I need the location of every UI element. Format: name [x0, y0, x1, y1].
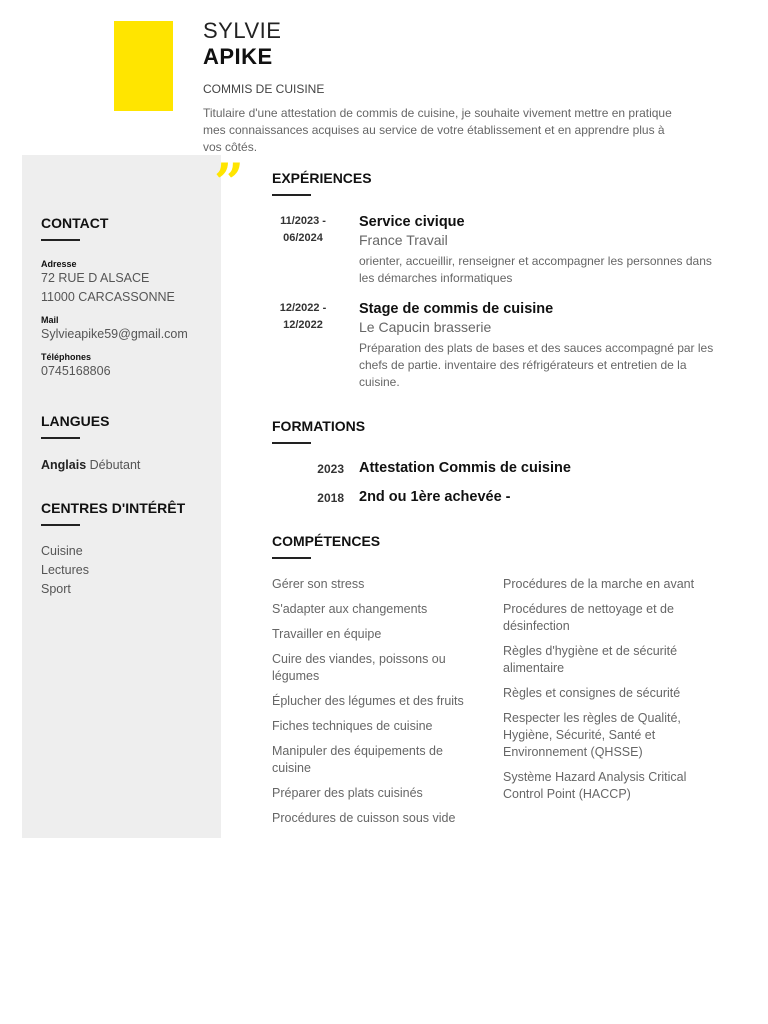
- language-name: Anglais: [41, 457, 87, 472]
- skills-heading: COMPÉTENCES: [272, 533, 381, 549]
- formation-title: 2nd ou 1ère achevée -: [359, 489, 511, 505]
- skills-column-right: [503, 576, 708, 811]
- skill-item: S'adapter aux changements: [272, 602, 428, 616]
- quote-icon: ”: [214, 153, 238, 214]
- skill-item: Règles et consignes de sécurité: [503, 686, 681, 700]
- mail-label: Mail: [41, 314, 59, 325]
- skill-item: Procédures de cuisson sous vide: [272, 811, 456, 825]
- experience-date: [272, 300, 334, 334]
- languages-section: [41, 413, 211, 475]
- heading-rule: [41, 437, 80, 439]
- experience-body: [359, 300, 719, 391]
- mail-value: Sylvieapike59@gmail.com: [41, 326, 188, 341]
- skill-item: Travailler en équipe: [272, 627, 382, 641]
- phone-label: Téléphones: [41, 351, 92, 362]
- heading-rule: [272, 442, 311, 444]
- experience-description: Préparation des plats de bases et des sauces accompagné par les chefs de partie. inventaire des réfrigérateurs et entretien de la cuisine.: [359, 341, 714, 389]
- formations-section: [272, 418, 722, 444]
- skill-item: Préparer des plats cuisinés: [272, 786, 423, 800]
- heading-rule: [41, 524, 80, 526]
- experience-company: France Travail: [359, 232, 448, 248]
- experience-title: Stage de commis de cuisine: [359, 301, 554, 317]
- interest-item: Sport: [41, 581, 71, 596]
- interest-item: Cuisine: [41, 543, 83, 558]
- skill-item: Cuire des viandes, poissons ou légumes: [272, 652, 446, 683]
- contact-heading: CONTACT: [41, 215, 109, 231]
- formations-heading: FORMATIONS: [272, 418, 366, 434]
- formation-year: 2023: [317, 462, 344, 476]
- heading-rule: [272, 557, 311, 559]
- interests-section: [41, 500, 211, 599]
- job-title: COMMIS DE CUISINE: [203, 82, 325, 96]
- heading-rule: [41, 239, 80, 241]
- experience-title: Service civique: [359, 214, 465, 230]
- skill-item: Procédures de nettoyage et de désinfection: [503, 602, 674, 633]
- formation-item: [272, 489, 722, 511]
- address-label: Adresse: [41, 258, 77, 269]
- skill-item: Règles d'hygiène et de sécurité alimentaire: [503, 644, 678, 675]
- interests-heading: CENTRES D'INTÉRÊT: [41, 500, 186, 516]
- formation-title: Attestation Commis de cuisine: [359, 460, 571, 476]
- languages-heading: LANGUES: [41, 413, 110, 429]
- experiences-heading: EXPÉRIENCES: [272, 170, 372, 186]
- skills-column-left: [272, 576, 477, 835]
- experiences-section: [272, 170, 722, 196]
- language-level: Débutant: [89, 457, 141, 472]
- skill-item: Système Hazard Analysis Critical Control Point (HACCP): [503, 770, 687, 801]
- profile-summary: Titulaire d'une attestation de commis de cuisine, je souhaite vivement mettre en pratique mes connaissances acquises au service de votre établissement et en apprendre plus à vos côtés.: [203, 106, 672, 154]
- sidebar: [22, 155, 221, 838]
- skill-item: Manipuler des équipements de cuisine: [272, 744, 443, 775]
- date-start: 11/2023 -: [280, 215, 326, 227]
- experience-body: [359, 213, 719, 287]
- address-line1: 72 RUE D ALSACE: [41, 270, 150, 285]
- last-name: APIKE: [203, 44, 273, 69]
- accent-block: [114, 21, 173, 111]
- date-start: 12/2022 -: [279, 302, 327, 314]
- skill-item: Procédures de la marche en avant: [503, 577, 695, 591]
- experience-company: Le Capucin brasserie: [359, 319, 492, 335]
- interest-item: Lectures: [41, 562, 89, 577]
- experience-description: orienter, accueillir, renseigner et accompagner les personnes dans les démarches informatiques: [359, 254, 712, 285]
- skill-item: Éplucher des légumes et des fruits: [272, 694, 464, 708]
- skills-section: [272, 533, 722, 559]
- skill-item: Respecter les règles de Qualité, Hygiène, Sécurité, Santé et Environnement (QHSSE): [503, 711, 681, 759]
- date-end: 06/2024: [283, 232, 323, 244]
- heading-rule: [272, 194, 311, 196]
- skill-item: Gérer son stress: [272, 577, 365, 591]
- first-name: SYLVIE: [203, 18, 282, 43]
- address-line2: 11000 CARCASSONNE: [41, 289, 175, 304]
- date-end: 12/2022: [283, 319, 323, 331]
- phone-value: 0745168806: [41, 363, 111, 378]
- experience-date: [272, 213, 334, 247]
- resume-header: [203, 18, 683, 156]
- formation-year: 2018: [317, 491, 344, 505]
- contact-section: [41, 215, 211, 381]
- interests-list: [41, 542, 211, 599]
- formation-item: [272, 460, 722, 482]
- language-item: [41, 456, 211, 475]
- skill-item: Fiches techniques de cuisine: [272, 719, 433, 733]
